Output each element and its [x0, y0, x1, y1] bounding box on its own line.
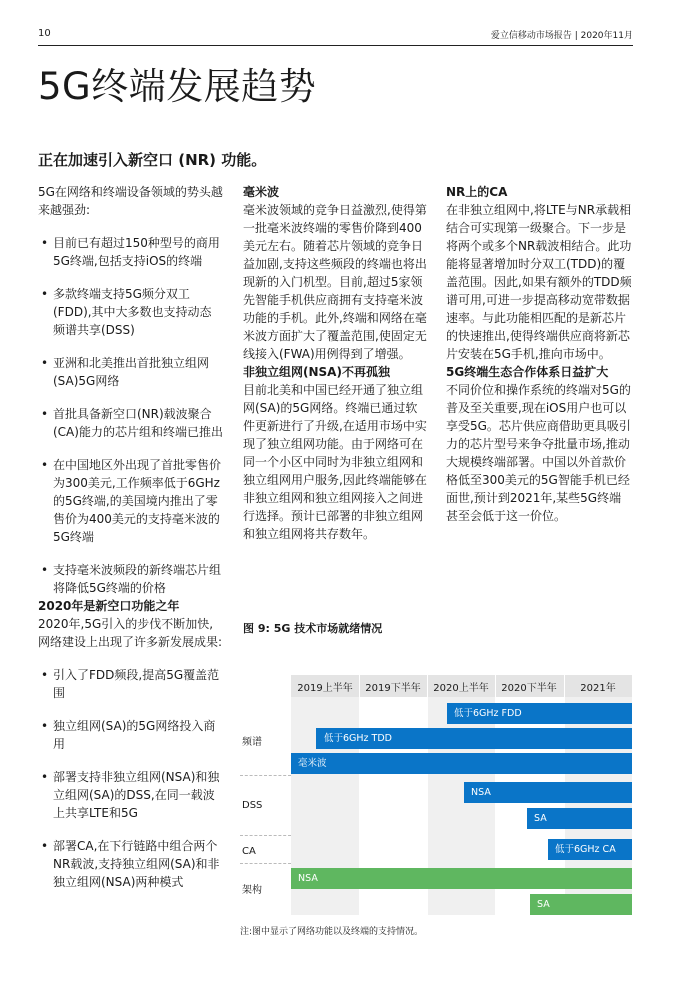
- bar-tdd: 低于6GHz TDD: [316, 728, 632, 749]
- period-label: 2020上半年: [433, 683, 489, 694]
- page-number: 10: [38, 28, 51, 39]
- readiness-chart: [240, 675, 632, 920]
- row-separator: [240, 775, 291, 776]
- bullet-list: [38, 666, 223, 891]
- page-subtitle: 正在加速引入新空口 (NR) 功能。: [38, 151, 267, 169]
- row-label-dss: DSS: [242, 800, 263, 811]
- report-header: 爱立信移动市场报告 | 2020年11月: [490, 31, 633, 41]
- section-heading: 非独立组网(NSA)不再孤独: [243, 365, 390, 379]
- bar-fdd: 低于6GHz FDD: [447, 703, 632, 724]
- row-separator: [240, 863, 291, 864]
- figure-title: 图 9: 5G 技术市场就绪情况: [243, 622, 383, 635]
- period-label: 2021年: [580, 683, 616, 694]
- section-intro: 2020年,5G引入的步伐不断加快,网络建设上出现了许多新发展成果:: [38, 617, 223, 649]
- bar-arch-nsa: NSA: [291, 868, 632, 889]
- figure-note: 注:图中显示了网络功能以及终端的支持情况。: [240, 927, 424, 937]
- list-item: • 部署支持非独立组网(NSA)和独立组网(SA)的DSS,在同一载波上共享LTE和5G: [38, 768, 223, 822]
- row-separator: [240, 835, 291, 836]
- period-label: 2019上半年: [297, 683, 353, 694]
- list-item: • 引入了FDD频段,提高5G覆盖范围: [38, 666, 223, 702]
- period-label: 2020下半年: [501, 683, 557, 694]
- list-item: • 亚洲和北美推出首批独立组网(SA)5G网络: [38, 354, 223, 390]
- intro-text: 5G在网络和终端设备领域的势头越来越强劲:: [38, 185, 223, 217]
- bullet-list: [38, 234, 223, 597]
- bar-dss-nsa: NSA: [464, 782, 632, 803]
- header-rule: [38, 45, 633, 46]
- column-2: [243, 183, 429, 543]
- section-heading: 2020年是新空口功能之年: [38, 599, 180, 613]
- list-item: • 部署CA,在下行链路中组合两个NR载波,支持独立组网(SA)和非独立组网(NSA)两种模式: [38, 837, 223, 891]
- bar-arch-sa: SA: [530, 894, 632, 915]
- list-item: • 支持毫米波频段的新终端芯片组将降低5G终端的价格: [38, 561, 223, 597]
- row-label-spectrum: 频谱: [242, 737, 262, 748]
- bar-dss-sa: SA: [527, 808, 632, 829]
- section-body: 目前北美和中国已经开通了独立组网(SA)的5G网络。终端已通过软件更新进行了升级,在适用市场中实现了独立组网功能。由于网络可在同一个小区中同时为非独立组网和独立组网用户服务,因此终端能够在非独立组网和独立组网接入之间进行选择。预计已部署的非独立组网和独立组网将共存数年。: [243, 383, 427, 541]
- bar-ca: 低于6GHz CA: [548, 839, 632, 860]
- section-heading: 5G终端生态合作体系日益扩大: [446, 365, 609, 379]
- page-title: 5G终端发展趋势: [38, 65, 317, 108]
- section-heading: NR上的CA: [446, 185, 508, 199]
- list-item: • 独立组网(SA)的5G网络投入商用: [38, 717, 223, 753]
- section-body: 毫米波领域的竞争日益激烈,使得第一批毫米波终端的零售价降到400美元左右。随着芯片领域的竞争日益加剧,支持这些频段的终端也将出现新的入门机型。目前,超过5家领先智能手机供应商拥有支持毫米波功能的手机。此外,终端和网络在毫米波方面扩大了覆盖范围,使固定无线接入(FWA)用例得到了增强。: [243, 203, 427, 361]
- list-item: • 首批具备新空口(NR)载波聚合(CA)能力的芯片组和终端已推出: [38, 405, 223, 441]
- row-label-ca: CA: [242, 846, 256, 857]
- row-label-architecture: 架构: [242, 885, 262, 896]
- list-item: • 在中国地区外出现了首批零售价为300美元,工作频率低于6GHz的5G终端,的美国境内推出了零售价为400美元的支持毫米波的5G终端: [38, 456, 223, 546]
- section-body: 在非独立组网中,将LTE与NR承载相结合可实现第一级聚合。下一步是将两个或多个NR载波相结合。此功能将显著增加时分双工(TDD)的覆盖范围。因此,如果有额外的TDD频谱可用,可进一步提高移动宽带数据速率。与此功能相匹配的是新芯片的快速推出,使得终端供应商将新芯片安装在5G手机,推向市场中。: [446, 203, 632, 361]
- list-item: • 多款终端支持5G频分双工(FDD),其中大多数也支持动态频谱共享(DSS): [38, 285, 223, 339]
- list-item: • 目前已有超过150种型号的商用5G终端,包括支持iOS的终端: [38, 234, 223, 270]
- section-body: 不同价位和操作系统的终端对5G的普及至关重要,现在iOS用户也可以享受5G。芯片供应商借助更具吸引力的芯片型号来争夺批量市场,推动大规模终端部署。中国以外首款价格低至300美元的5G智能手机已经面世,预计到2021年,某些5G终端甚至会低于这一价位。: [446, 383, 631, 523]
- column-1: [38, 183, 223, 891]
- period-label: 2019下半年: [365, 683, 421, 694]
- column-3: [446, 183, 632, 525]
- section-heading: 毫米波: [243, 185, 280, 199]
- bar-mmwave: 毫米波: [291, 753, 632, 774]
